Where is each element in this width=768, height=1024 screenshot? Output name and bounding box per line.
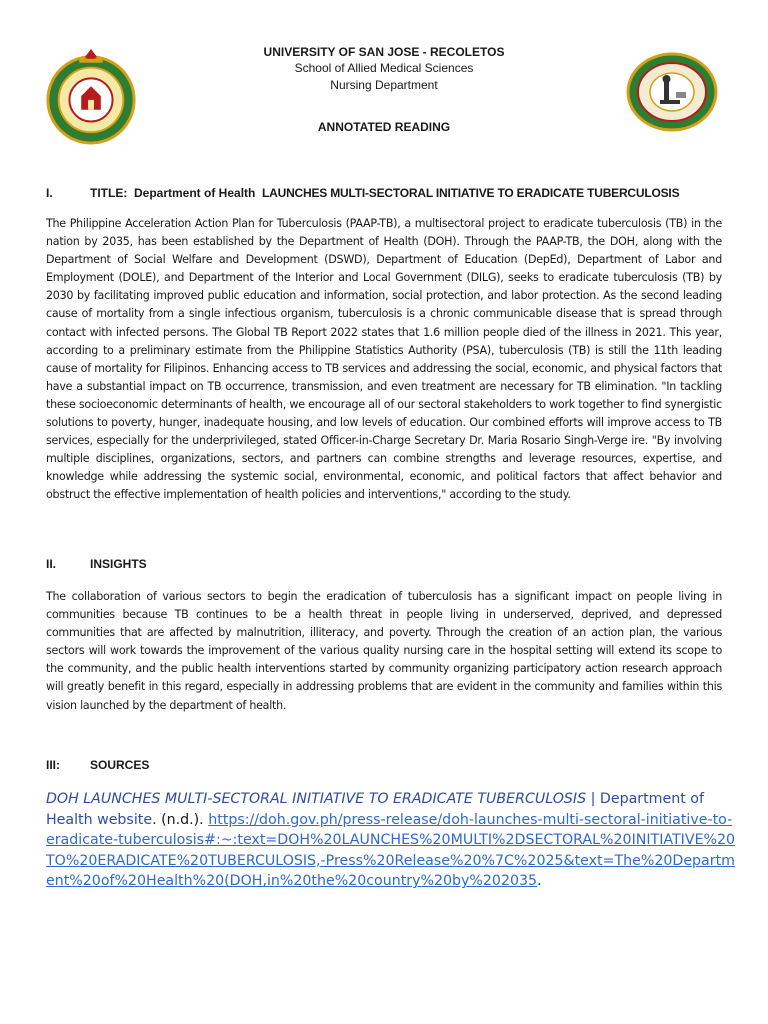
- section-1-body: The Philippine Acceleration Action Plan for Tuberculosis (PAAP-TB), a multisectoral project to eradicate tuberculosis (TB) in the nation by 2035, has been established by the Department of Health (DOH). Through the PAAP-TB, the DOH, along with the Department of Social Welfare and Development (DSWD), Department of Education (DepEd), Department of Labor and Employment (DOLE), and Department of the Interior and Local Government (DILG), seeks to eradicate tuberculosis (TB) by 2030 by facilitating improved public education and information, social protection, and labor protection. As the second leading cause of mortality from a single infectious organism, tuberculosis is a chronic communicable disease that is spread through contact with infected persons. The Global TB Report 2022 states that 1.6 million people died of the illness in 2021. This year, according to a preliminary estimate from the Philippine Statistics Authority (PSA), tuberculosis (TB) is still the 11th leading cause of mortality for Filipinos. Enhancing access to TB services and addressing the social, economic, and physical factors that have a substantial impact on TB occurrence, transmission, and even treatment are necessary for TB elimination. "In tackling these socioeconomic determinants of health, we encourage all of our sectoral stakeholders to work together to find synergistic solutions to poverty, hunger, inadequate housing, and low levels of education. Our combined efforts will improve access to TB services, especially for the underprivileged, stated Officer-in-Charge Secretary Dr. Maria Rosario Singh-Verge ire. "By involving multiple disciplines, organizations, sectors, and partners can combine strengths and leverage resources, expertise, and knowledge while addressing the systemic social, environmental, economic, and political factors that affect behavior and obstruct the effective implementation of health policies and interventions," according to the study.: [46, 217, 722, 502]
- section-3-number: III:: [46, 758, 60, 772]
- section-3-heading: [46, 758, 149, 772]
- section-2-label: INSIGHTS: [90, 557, 147, 571]
- department-name: Nursing Department: [330, 78, 438, 92]
- section-1-number: I.: [46, 186, 53, 200]
- source-site: | Department of Health website: [46, 791, 704, 828]
- article-title-part2: LAUNCHES MULTI-SECTORAL INITIATIVE TO ERADICATE TUBERCULOSIS: [262, 186, 680, 200]
- source-url-link[interactable]: https://doh.gov.ph/press-release/doh-launches-multi-sectoral-initiative-to-eradicate-tuberculosis#:~:text=DOH%20LAUNCHES%20MULTI%2DSECTORAL%20INITIATIVE%20TO%20ERADICATE%20TUBERCULOSIS,-Press%20Release%20%7C%2025&text=The%20Department%20of%20Health%20(DOH,in%20the%20country%20by%202035: [46, 811, 736, 890]
- source-title: DOH LAUNCHES MULTI-SECTORAL INITIATIVE TO ERADICATE TUBERCULOSIS: [46, 791, 587, 807]
- section-2-heading: [46, 557, 147, 571]
- section-1-label: TITLE:: [90, 186, 128, 200]
- university-name: UNIVERSITY OF SAN JOSE - RECOLETOS: [263, 45, 505, 59]
- document-title: ANNOTATED READING: [317, 120, 451, 134]
- section-2-number: II.: [46, 557, 57, 571]
- document-header: [0, 44, 768, 134]
- section-1-heading: [46, 186, 679, 200]
- section-2-body: The collaboration of various sectors to begin the eradication of tuberculosis has a significant impact on people living in communities because TB continues to be a health threat in people living in underserved, deprived, and depressed communities that are affected by malnutrition, illiteracy, and poverty. Through the creation of an action plan, the various sectors will work towards the improvement of the various quality nursing care in the hospital setting will extend its scope to the community, and the public health interventions started by community organizing participatory action research approach will greatly benefit in this regard, especially in addressing problems that are evident in the community and families within this vision launched by the department of health.: [46, 590, 722, 712]
- source-date: . (n.d.).: [152, 811, 209, 828]
- source-end: .: [537, 873, 542, 890]
- article-title-part1: Department of Health: [134, 186, 256, 200]
- section-3-label: SOURCES: [90, 758, 150, 772]
- school-name: School of Allied Medical Sciences: [294, 61, 474, 75]
- source-citation: [46, 789, 736, 892]
